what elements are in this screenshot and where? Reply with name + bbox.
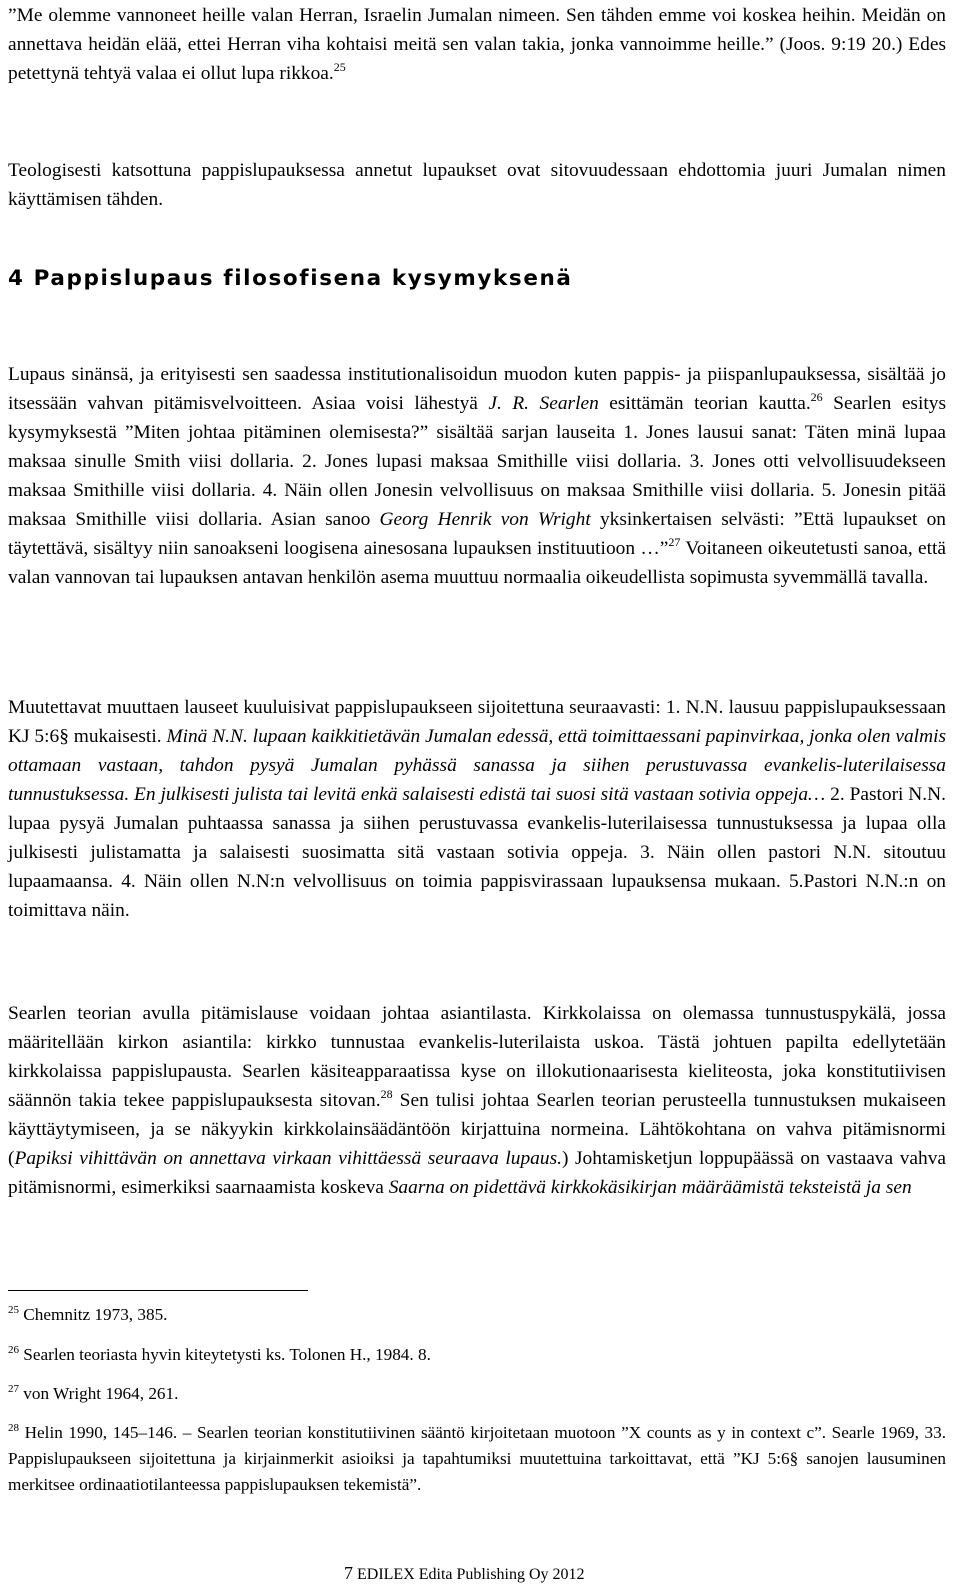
- footnote-number: 25: [8, 1304, 19, 1316]
- text-run: Voitaneen oikeutetusti sanoa, että valan vannovan tai lupauksen antavan henkilön asema muuttuu normaalia oikeudellista sopimusta syvemmällä tavalla.: [8, 538, 946, 588]
- text-run: ) Johtamisketjun loppupäässä on vastaava vahva pitämisnormi, esimerkiksi saarnaamista koskeva: [8, 1148, 946, 1198]
- page-footer: [344, 1562, 644, 1586]
- footnote-ref-26[interactable]: 26: [810, 390, 823, 404]
- italic-run: Saarna on pidettävä kirkkokäsikirjan määräämistä teksteistä ja sen: [388, 1177, 912, 1198]
- footnote-separator: [8, 1290, 308, 1291]
- footnote-text: Searlen teoriasta hyvin kiteytetysti ks. Tolonen H., 1984. 8.: [23, 1345, 431, 1364]
- text-run: yksinkertaisen selvästi: ”Että lupaukset on täytettävä, sisältyy niin sanoakseni loogisena ainesosana lupauksen instituutioon …”: [8, 509, 946, 559]
- paragraph-text: Teologisesti katsottuna pappislupauksessa annetut lupaukset ovat sitovuudessaan ehdottomia juuri Jumalan nimen käyttämisen tähden.: [8, 160, 946, 210]
- section-heading: 4 Pappislupaus filosofisena kysymyksenä: [8, 266, 573, 291]
- footnote-text: Helin 1990, 145–146. – Searlen teorian konstitutiivinen sääntö kirjoitetaan muotoon ”X counts as y in context c”. Searle 1969, 33. Pappislupaukseen sijoitettuna ja kirjainmerkit asioiksi ja tapahtumiksi muutettuina tarkoittavat, että ”KJ 5:6§ sanojen lausuminen merkitsee ordinaatiotilanteessa pappislupauksen tekemistä”.: [8, 1423, 947, 1494]
- footnote-28: [8, 1420, 946, 1498]
- italic-run: Georg Henrik von Wright: [379, 509, 591, 530]
- footnote-ref-28[interactable]: 28: [380, 1087, 393, 1101]
- footnote-ref-25[interactable]: 25: [333, 60, 346, 74]
- paragraph-theology: [8, 156, 946, 214]
- italic-run: J. R. Searlen: [488, 393, 599, 414]
- text-run: Searlen teorian avulla pitämislause voidaan johtaa asiantilasta. Kirkkolaissa on olemassa tunnustuspykälä, jossa määritellään kirkon asiantila: kirkko tunnustaa evankelis-luterilaista uskoa. Tästä johtuen papilta edellytetään kirkkolaissa pappislupausta. Searlen käsiteapparaatissa kyse on illokutionaarisesta kieliteosta, joka konstitutiivisen säännön takia tekee pappislupauksesta sitovan.: [8, 1003, 946, 1111]
- footnote-text: von Wright 1964, 261.: [23, 1384, 179, 1403]
- footnote-ref-27[interactable]: 27: [668, 535, 681, 549]
- paragraph-church-law: [8, 999, 946, 1202]
- text-run: Searlen esitys kysymyksestä ”Miten johtaa pitäminen olemisesta?” sisältää sarjan lauseita 1. Jones lausui sanat: Täten minä lupaa maksaa sinulle Smith viisi dollaria. 2. Jones lupasi maksaa Smithille viisi dollaria. 3. Jones otti velvollisuudekseen maksaa Smithille viisi dollaria. 4. Näin ollen Jonesin velvollisuus on maksaa Smithille viisi dollaria. 5. Jonesin pitää maksaa Smithille viisi dollaria. Asian sanoo: [8, 393, 946, 530]
- footnote-27: [8, 1381, 946, 1407]
- paragraph-oath-quote: [8, 1, 946, 88]
- paragraph-text: ”Me olemme vannoneet heille valan Herran, Israelin Jumalan nimeen. Sen tähden emme voi koskea heihin. Meidän on annettava heidän elää, ettei Herran viha kohtaisi meitä sen valan takia, jonka vannoimme heille.” (Joos. 9:19 20.) Edes petettynä tehtyä valaa ei ollut lupa rikkoa.: [8, 5, 946, 84]
- paragraph-searle-theory: [8, 360, 946, 592]
- page-number: 7: [344, 1563, 353, 1583]
- italic-run: Minä N.N. lupaan kaikkitietävän Jumalan edessä, että toimittaessani papinvirkaa, jonka olen valmis ottamaan vastaan, tahdon pysyä Jumalan pyhässä sanassa ja siihen perustuvassa evankelis-luterilaisessa tunnustuksessa. En julkisesti julista tai levitä enkä salaisesti edistä tai suosi sitä vastaan sotivia oppeja…: [8, 726, 946, 805]
- text-run: 2. Pastori N.N. lupaa pysyä Jumalan puhtaassa sanassa ja siihen perustuvassa evankelis-luterilaisessa tunnustuksessa ja lupaa olla julkisesti julistamatta ja salaisesti suosimatta sitä vastaan sotivia oppeja. 3. Näin ollen pastori N.N. sitoutuu lupaamaansa. 4. Näin ollen N.N:n velvollisuus on toimia pappisvirassaan lupauksensa mukaan. 5.Pastori N.N.:n on toimittava näin.: [8, 784, 946, 921]
- footnote-number: 27: [8, 1383, 19, 1395]
- paragraph-ordination-promise: [8, 693, 946, 925]
- footnote-25: [8, 1302, 946, 1328]
- italic-run: Papiksi vihittävän on annettava virkaan vihittäessä seuraava lupaus.: [14, 1148, 562, 1169]
- footnote-26: [8, 1342, 946, 1368]
- text-run: esittämän teorian kautta.: [598, 393, 811, 414]
- text-run: Lupaus sinänsä, ja erityisesti sen saadessa institutionalisoidun muodon kuten pappis- ja piispanlupauksessa, sisältää jo itsessään vahvan pitämisvelvoitteen. Asiaa voisi lähestyä: [8, 364, 946, 414]
- footnote-number: 28: [8, 1422, 19, 1434]
- footnote-number: 26: [8, 1344, 19, 1356]
- text-run: Sen tulisi johtaa Searlen teorian perusteella tunnustuksen mukaiseen käyttäytymiseen, ja se näkyykin kirkkolainsäädäntöön kirjattuina normeina. Lähtökohtana on vahva pitämisnormi (: [8, 1090, 946, 1169]
- publisher-credit: EDILEX Edita Publishing Oy 2012: [357, 1566, 585, 1583]
- footnote-text: Chemnitz 1973, 385.: [23, 1305, 168, 1324]
- text-run: Muutettavat muuttaen lauseet kuuluisivat pappislupaukseen sijoitettuna seuraavasti: 1. N.N. lausuu pappislupauksessaan KJ 5:6§ mukaisesti.: [8, 697, 946, 747]
